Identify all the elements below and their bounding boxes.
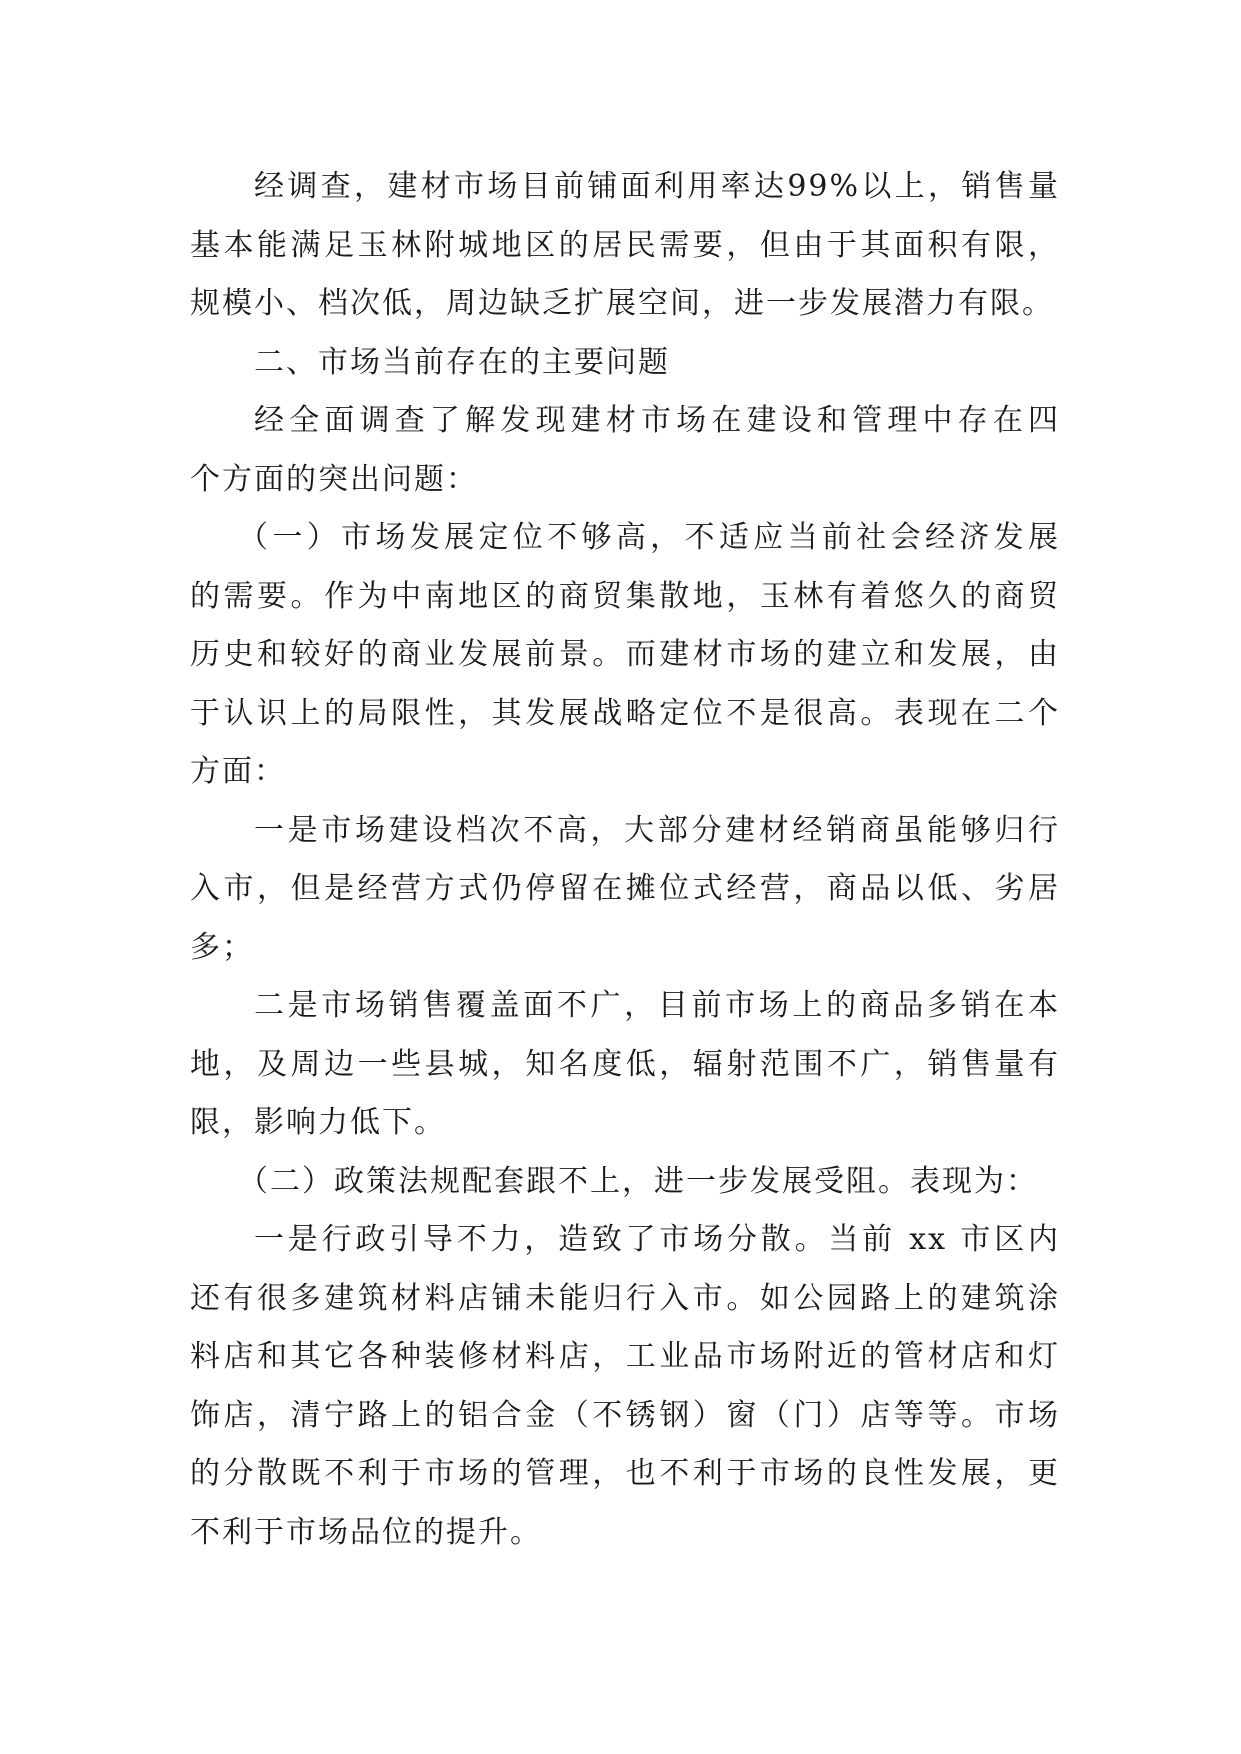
document-body — [190, 158, 1060, 1562]
paragraph-line: 还有很多建筑材料店铺未能归行入市。如公园路上的建筑涂 — [190, 1280, 1060, 1316]
paragraph-line: 料店和其它各种装修材料店，工业品市场附近的管材店和灯 — [190, 1339, 1060, 1374]
paragraph-line: 经全面调查了解发现建材市场在建设和管理中存在四 — [254, 403, 1060, 438]
paragraph-line: 的需要。作为中南地区的商贸集散地，玉林有着悠久的商贸 — [190, 578, 1060, 614]
paragraph-line: 限，影响力低下。 — [190, 1105, 446, 1140]
paragraph-line: 个方面的突出问题： — [190, 461, 478, 497]
paragraph-line: 基本能满足玉林附城地区的居民需要，但由于其面积有限， — [190, 227, 1060, 263]
subheading-line: （一）市场发展定位不够高，不适应当前社会经济发展 — [238, 520, 1060, 555]
paragraph-line: 一是市场建设档次不高，大部分建材经销商虽能够归行 — [254, 812, 1060, 848]
paragraph-line: 饰店，清宁路上的铝合金（不锈钢）窗（门）店等等。市场 — [190, 1397, 1060, 1433]
paragraph-line: 的分散既不利于市场的管理，也不利于市场的良性发展，更 — [190, 1456, 1060, 1491]
paragraph-line: 经调查，建材市场目前铺面利用率达99%以上，销售量 — [254, 169, 1060, 204]
paragraph-line: 方面： — [190, 754, 286, 789]
paragraph-line: 入市，但是经营方式仍停留在摊位式经营，商品以低、劣居 — [190, 871, 1060, 906]
paragraph-line: 于认识上的局限性，其发展战略定位不是很高。表现在二个 — [190, 695, 1060, 731]
paragraph-line: 多； — [190, 929, 254, 965]
paragraph-line: 历史和较好的商业发展前景。而建材市场的建立和发展，由 — [190, 637, 1060, 672]
paragraph-line: 不利于市场品位的提升。 — [190, 1514, 542, 1550]
paragraph-line: 一是行政引导不力，造致了市场分散。当前 xx 市区内 — [254, 1222, 1060, 1257]
subheading-line: （二）政策法规配套跟不上，进一步发展受阻。表现为： — [238, 1163, 1038, 1199]
paragraph-line: 二是市场销售覆盖面不广，目前市场上的商品多销在本 — [254, 988, 1060, 1023]
paragraph-line: 规模小、档次低，周边缺乏扩展空间，进一步发展潜力有限。 — [190, 286, 1054, 321]
section-heading: 二、市场当前存在的主要问题 — [254, 344, 670, 380]
paragraph-line: 地，及周边一些县城，知名度低，辐射范围不广，销售量有 — [190, 1046, 1060, 1082]
